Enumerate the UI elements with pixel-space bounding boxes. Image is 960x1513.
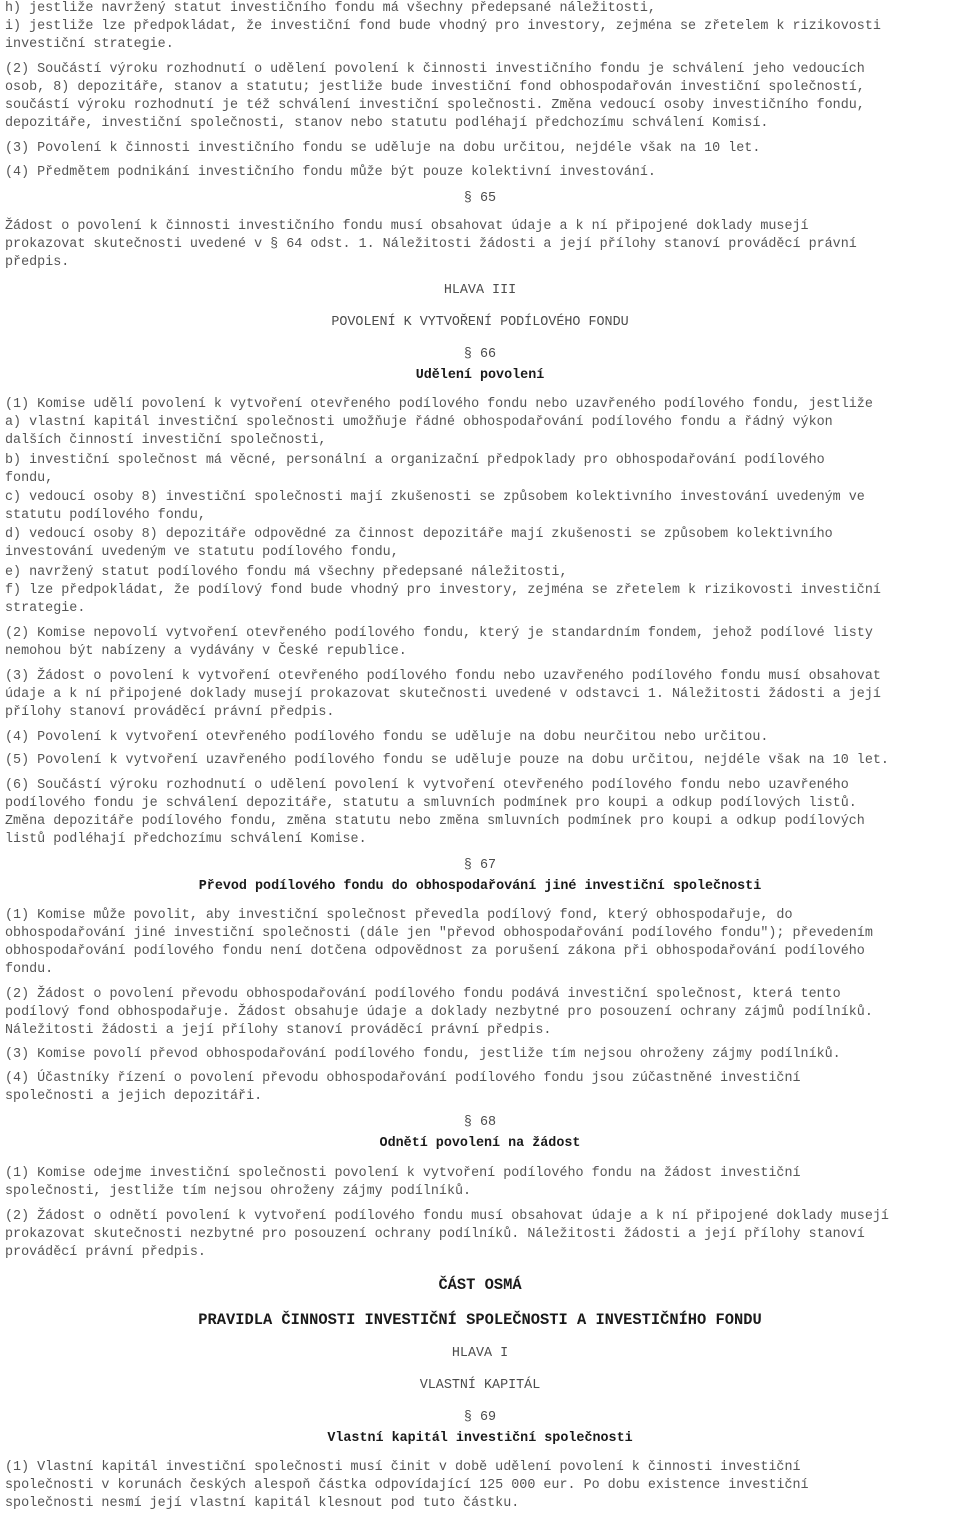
paragraph: (3) Komise povolí převod obhospodařování podílového fondu, jestliže tím nejsou ohroženy zájmy podílníků. bbox=[5, 1047, 841, 1062]
part-subtitle: PRAVIDLA ČINNOSTI INVESTIČNÍ SPOLEČNOSTI A INVESTIČNÍHO FONDU bbox=[198, 1311, 762, 1329]
text-line: (2) Součástí výroku rozhodnutí o udělení povolení k činnosti investičního fondu je schválení jeho vedoucích bbox=[5, 62, 865, 77]
text-line: strategie. bbox=[5, 601, 86, 616]
text-line: (1) Vlastní kapitál investiční společnosti musí činit v době udělení povolení k činnosti investiční bbox=[5, 1460, 801, 1475]
paragraph: (4) Předmětem podnikání investičního fondu může být pouze kolektivní investování. bbox=[5, 165, 656, 180]
chapter-title: HLAVA I bbox=[451, 1346, 509, 1361]
section-sign: § 66 bbox=[463, 347, 497, 362]
text-line: depozitáře, investiční společnosti, stanov nebo statutu podléhají předchozímu schválení Komisí. bbox=[5, 116, 769, 131]
chapter-title: HLAVA III bbox=[443, 283, 517, 298]
text-line: a) vlastní kapitál investiční společnosti umožňuje řádné obhospodařování podílového fondu a řádný výkon bbox=[5, 415, 833, 430]
text-line: (6) Součástí výroku rozhodnutí o udělení povolení k vytvoření otevřeného podílového fondu nebo uzavřeného bbox=[5, 778, 849, 793]
section-sign: § 69 bbox=[463, 1410, 497, 1425]
text-line: (4) Účastníky řízení o povolení převodu obhospodařování podílového fondu jsou zúčastněné investiční bbox=[5, 1071, 801, 1086]
text-line: b) investiční společnost má věcné, personální a organizační předpoklady pro obhospodařování podílového bbox=[5, 453, 825, 468]
paragraph: (4) Povolení k vytvoření otevřeného podílového fondu se uděluje na dobu neurčitou nebo určitou. bbox=[5, 730, 769, 745]
paragraph: (5) Povolení k vytvoření uzavřeného podílového fondu se uděluje pouze na dobu určitou, nejdéle však na 10 let. bbox=[5, 753, 889, 768]
text-line: Žádost o povolení k činnosti investičního fondu musí obsahovat údaje a k ní připojené doklady musejí bbox=[5, 219, 809, 234]
text-line: (2) Žádost o odnětí povolení k vytvoření podílového fondu musí obsahovat údaje a k ní připojené doklady musejí bbox=[5, 1209, 889, 1224]
text-line: fondu. bbox=[5, 962, 54, 977]
text-line: prokazovat skutečnosti nezbytné pro posouzení ochrany podílníků. Náležitosti žádosti a její přílohy stanoví bbox=[5, 1227, 865, 1242]
text-line: (2) Komise nepovolí vytvoření otevřeného podílového fondu, který je standardním fondem, jehož podílové listy bbox=[5, 626, 873, 641]
text-line: osob, 8) depozitáře, stanov a statutu; jestliže bude investiční fond obhospodařován investiční společností, bbox=[5, 80, 865, 95]
text-line: d) vedoucí osoby 8) depozitáře odpovědné za činnost depozitáře mají zkušenosti se způsobem kolektivního bbox=[5, 527, 833, 542]
paragraph: (3) Povolení k činnosti investičního fondu se uděluje na dobu určitou, nejdéle však na 10 let. bbox=[5, 141, 761, 156]
text-line: f) lze předpokládat, že podílový fond bude vhodný pro investory, zejména se zřetelem k rizikovosti investiční bbox=[5, 583, 881, 598]
section-heading: Udělení povolení bbox=[415, 368, 545, 383]
text-line: dalších činností investiční společnosti, bbox=[5, 433, 327, 448]
text-line: společnosti, jestliže tím nejsou ohroženy zájmy podílníků. bbox=[5, 1184, 472, 1199]
text-line: společnosti nesmí její vlastní kapitál klesnout pod tuto částku. bbox=[5, 1496, 520, 1511]
text-line: (2) Žádost o povolení převodu obhospodařování podílového fondu podává investiční společnost, která tento bbox=[5, 987, 841, 1002]
section-heading: Odnětí povolení na žádost bbox=[379, 1136, 581, 1151]
chapter-subtitle: POVOLENÍ K VYTVOŘENÍ PODÍLOVÉHO FONDU bbox=[331, 315, 629, 330]
text-line: (1) Komise odejme investiční společnosti povolení k vytvoření podílového fondu na žádost investiční bbox=[5, 1166, 801, 1181]
text-line: obhospodařování jiné investiční společnosti (dále jen "převod obhospodařování podílového fondu"); převedením bbox=[5, 926, 873, 941]
text-line: Náležitosti žádosti a její přílohy stanoví prováděcí právní předpis. bbox=[5, 1023, 552, 1038]
section-sign: § 68 bbox=[463, 1115, 497, 1130]
text-line: předpis. bbox=[5, 255, 70, 270]
text-line: (1) Komise může povolit, aby investiční společnost převedla podílový fond, který obhospodařuje, do bbox=[5, 908, 793, 923]
text-line: přílohy stanoví prováděcí právní předpis. bbox=[5, 705, 335, 720]
section-heading: Vlastní kapitál investiční společnosti bbox=[327, 1431, 633, 1446]
text-line: prokazovat skutečnosti uvedené v § 64 odst. 1. Náležitosti žádosti a její přílohy stanoví prováděcí právní bbox=[5, 237, 857, 252]
text-line: nemohou být nabízeny a vydávány v České republice. bbox=[5, 644, 407, 659]
text-line: Změna depozitáře podílového fondu, změna statutu nebo změna smluvních podmínek pro koupi a odkup podílových bbox=[5, 814, 865, 829]
section-sign: § 65 bbox=[463, 191, 497, 206]
text-line: společnosti v korunách českých alespoň částka odpovídající 125 000 eur. Po dobu existence investiční bbox=[5, 1478, 809, 1493]
text-line: statutu podílového fondu, bbox=[5, 508, 206, 523]
text-line: obhospodařování podílového fondu není dotčena odpovědnost za porušení zákona při obhospodařování podílového bbox=[5, 944, 865, 959]
text-line: investiční strategie. bbox=[5, 37, 174, 52]
text-line: fondu, bbox=[5, 471, 54, 486]
part-title: ČÁST OSMÁ bbox=[438, 1276, 522, 1294]
text-line: podílový fond obhospodařuje. Žádost obsahuje údaje a doklady nezbytné pro posouzení ochrany zájmů podílníků. bbox=[5, 1005, 873, 1020]
text-line: prováděcí právní předpis. bbox=[5, 1245, 206, 1260]
chapter-subtitle: VLASTNÍ KAPITÁL bbox=[419, 1378, 541, 1393]
text-line: údaje a k ní připojené doklady musejí prokazovat skutečnosti uvedené v odstavci 1. Náležitosti žádosti a její bbox=[5, 687, 881, 702]
text-line: součástí výroku rozhodnutí je též schválení investiční společnosti. Změna vedoucí osoby investičního fondu, bbox=[5, 98, 865, 113]
text-line: podílového fondu je schválení depozitáře, statutu a smluvních podmínek pro koupi a odkup podílových listů. bbox=[5, 796, 857, 811]
text-line: (1) Komise udělí povolení k vytvoření otevřeného podílového fondu nebo uzavřeného podílového fondu, jestliže bbox=[5, 397, 873, 412]
text-line: i) jestliže lze předpokládat, že investiční fond bude vhodný pro investory, zejména se zřetelem k rizikovosti bbox=[5, 19, 881, 34]
text-line: listů podléhají předchozímu schválení Komise. bbox=[5, 832, 367, 847]
text-line: společnosti a jejich depozitáři. bbox=[5, 1089, 263, 1104]
section-heading: Převod podílového fondu do obhospodařování jiné investiční společnosti bbox=[198, 879, 762, 894]
text-line: h) jestliže navržený statut investičního fondu má všechny předepsané náležitosti, bbox=[5, 1, 656, 16]
text-line: e) navržený statut podílového fondu má všechny předepsané náležitosti, bbox=[5, 565, 568, 580]
section-sign: § 67 bbox=[463, 858, 497, 873]
text-line: (3) Žádost o povolení k vytvoření otevřeného podílového fondu nebo uzavřeného podílového fondu musí obsahovat bbox=[5, 669, 881, 684]
text-line: investování uvedeným ve statutu podílového fondu, bbox=[5, 545, 399, 560]
text-line: c) vedoucí osoby 8) investiční společnosti mají zkušenosti se způsobem kolektivního investování uvedeným ve bbox=[5, 490, 865, 505]
